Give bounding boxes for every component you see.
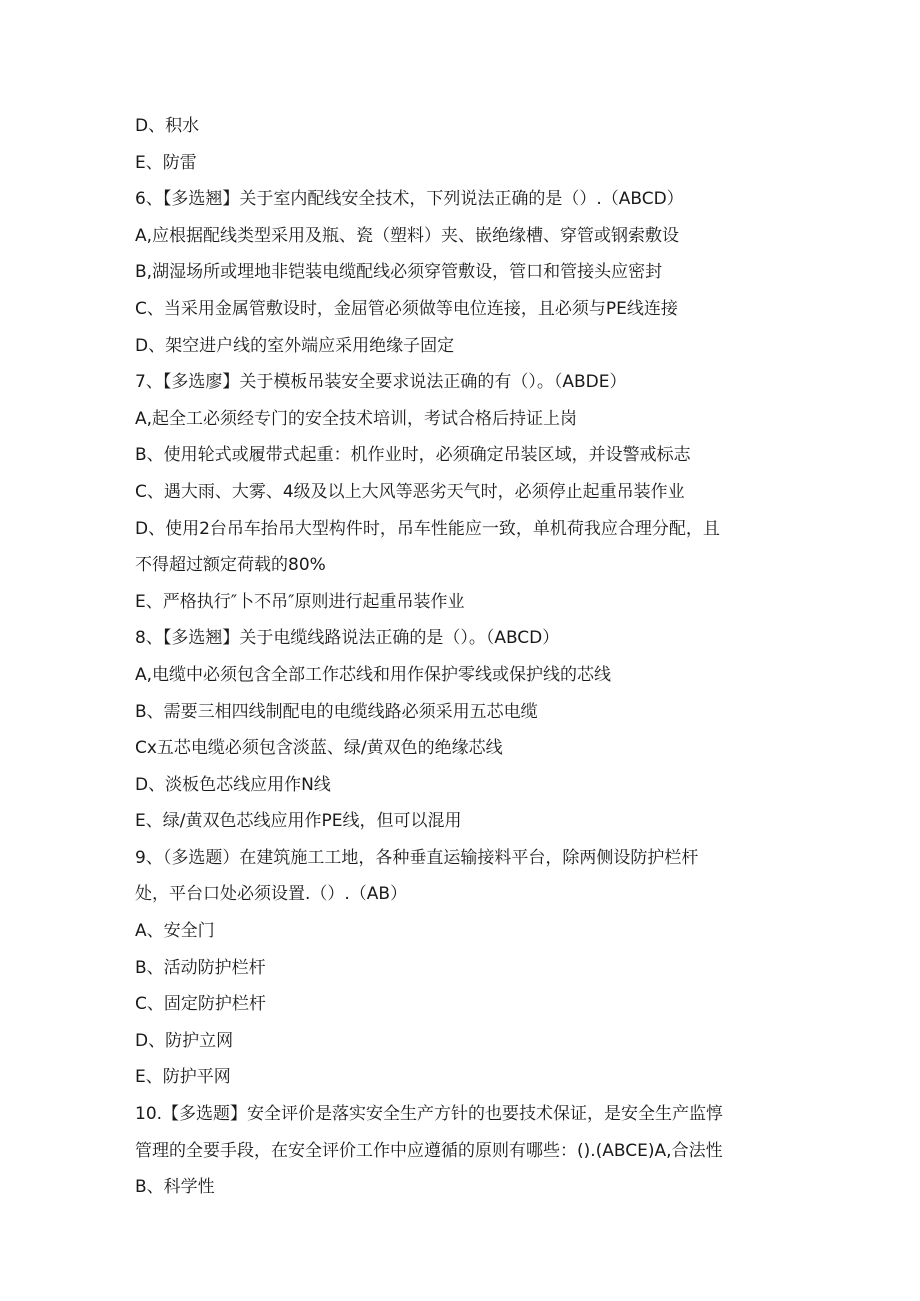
question-line-continuation: 处，平台口处必须设置.（）.（AB） [135, 884, 408, 905]
option-line: B、需要三相四线制配电的电缆线路必须采用五芯电缆 [135, 701, 538, 722]
option-line: C、遇大雨、大雾、4级及以上大风等恶劣天气时，必须停止起重吊装作业 [135, 481, 685, 502]
option-line: E、绿/黄双色芯线应用作PE线，但可以混用 [135, 811, 462, 832]
option-line: B,湖湿场所或埋地非铠装电缆配线必须穿管敷设，管口和管接头应密封 [135, 262, 663, 283]
option-line: A、安全门 [135, 921, 215, 942]
option-line: D、架空进户线的室外端应采用绝缘子固定 [135, 335, 455, 356]
option-line-continuation: 不得超过额定荷载的80% [135, 555, 326, 576]
option-line: E、严格执行″卜不吊″原则进行起重吊装作业 [135, 591, 465, 612]
question-line: 8、【多选翘】关于电缆线路说法正确的是（）。（ABCD） [135, 628, 560, 649]
option-line: E、防护平网 [135, 1067, 231, 1088]
option-line: A,应根据配线类型采用及瓶、瓷（塑料）夹、嵌绝缘槽、穿管或钢索敷设 [135, 225, 680, 246]
option-line: C、固定防护栏杆 [135, 994, 266, 1015]
option-line: D、使用2台吊车抬吊大型构件时，吊车性能应一致，单机荷我应合理分配，且 [135, 518, 720, 539]
option-line: E、防雷 [135, 152, 197, 173]
option-line: D、淡板色芯线应用作N线 [135, 774, 331, 795]
option-line: D、积水 [135, 116, 200, 136]
option-line: C、当采用金属管敷设时，金屈管必须做等电位连接，且必须与PE线连接 [135, 298, 678, 319]
option-line: B、科学性 [135, 1177, 215, 1198]
option-line: B、使用轮式或履带式起重：机作业时，必须确定吊装区域，并设警戒标志 [135, 445, 691, 466]
question-line: 10.【多选题】安全评价是落实安全生产方针的也要技术保证，是安全生产监惇 [135, 1104, 724, 1125]
option-line: A,电缆中必须包含全部工作芯线和用作保护零线或保护线的芯线 [135, 664, 612, 685]
option-line: D、防护立网 [135, 1030, 234, 1051]
question-line: 9、（多选题）在建筑施工工地，各种垂直运输接料平台，除两侧设防护栏杆 [135, 847, 699, 868]
question-line: 6、【多选翘】关于室内配线安全技术，下列说法正确的是（）.（ABCD） [135, 189, 684, 210]
option-line: A,起全工必须经专门的安全技术培训，考试合格后持证上岗 [135, 408, 578, 429]
option-line: Cx五芯电缆必须包含淡蓝、绿/黄双色的绝缘芯线 [135, 738, 503, 759]
question-text-block [135, 108, 795, 1206]
question-line: 7、【多选廖】关于模板吊装安全要求说法正确的有（）。（ABDE） [135, 372, 627, 393]
question-line-continuation: 管理的全要手段，在安全评价工作中应遵循的原则有哪些：().(ABCE)A,合法性 [135, 1140, 723, 1161]
option-line: B、活动防护栏杆 [135, 957, 266, 978]
